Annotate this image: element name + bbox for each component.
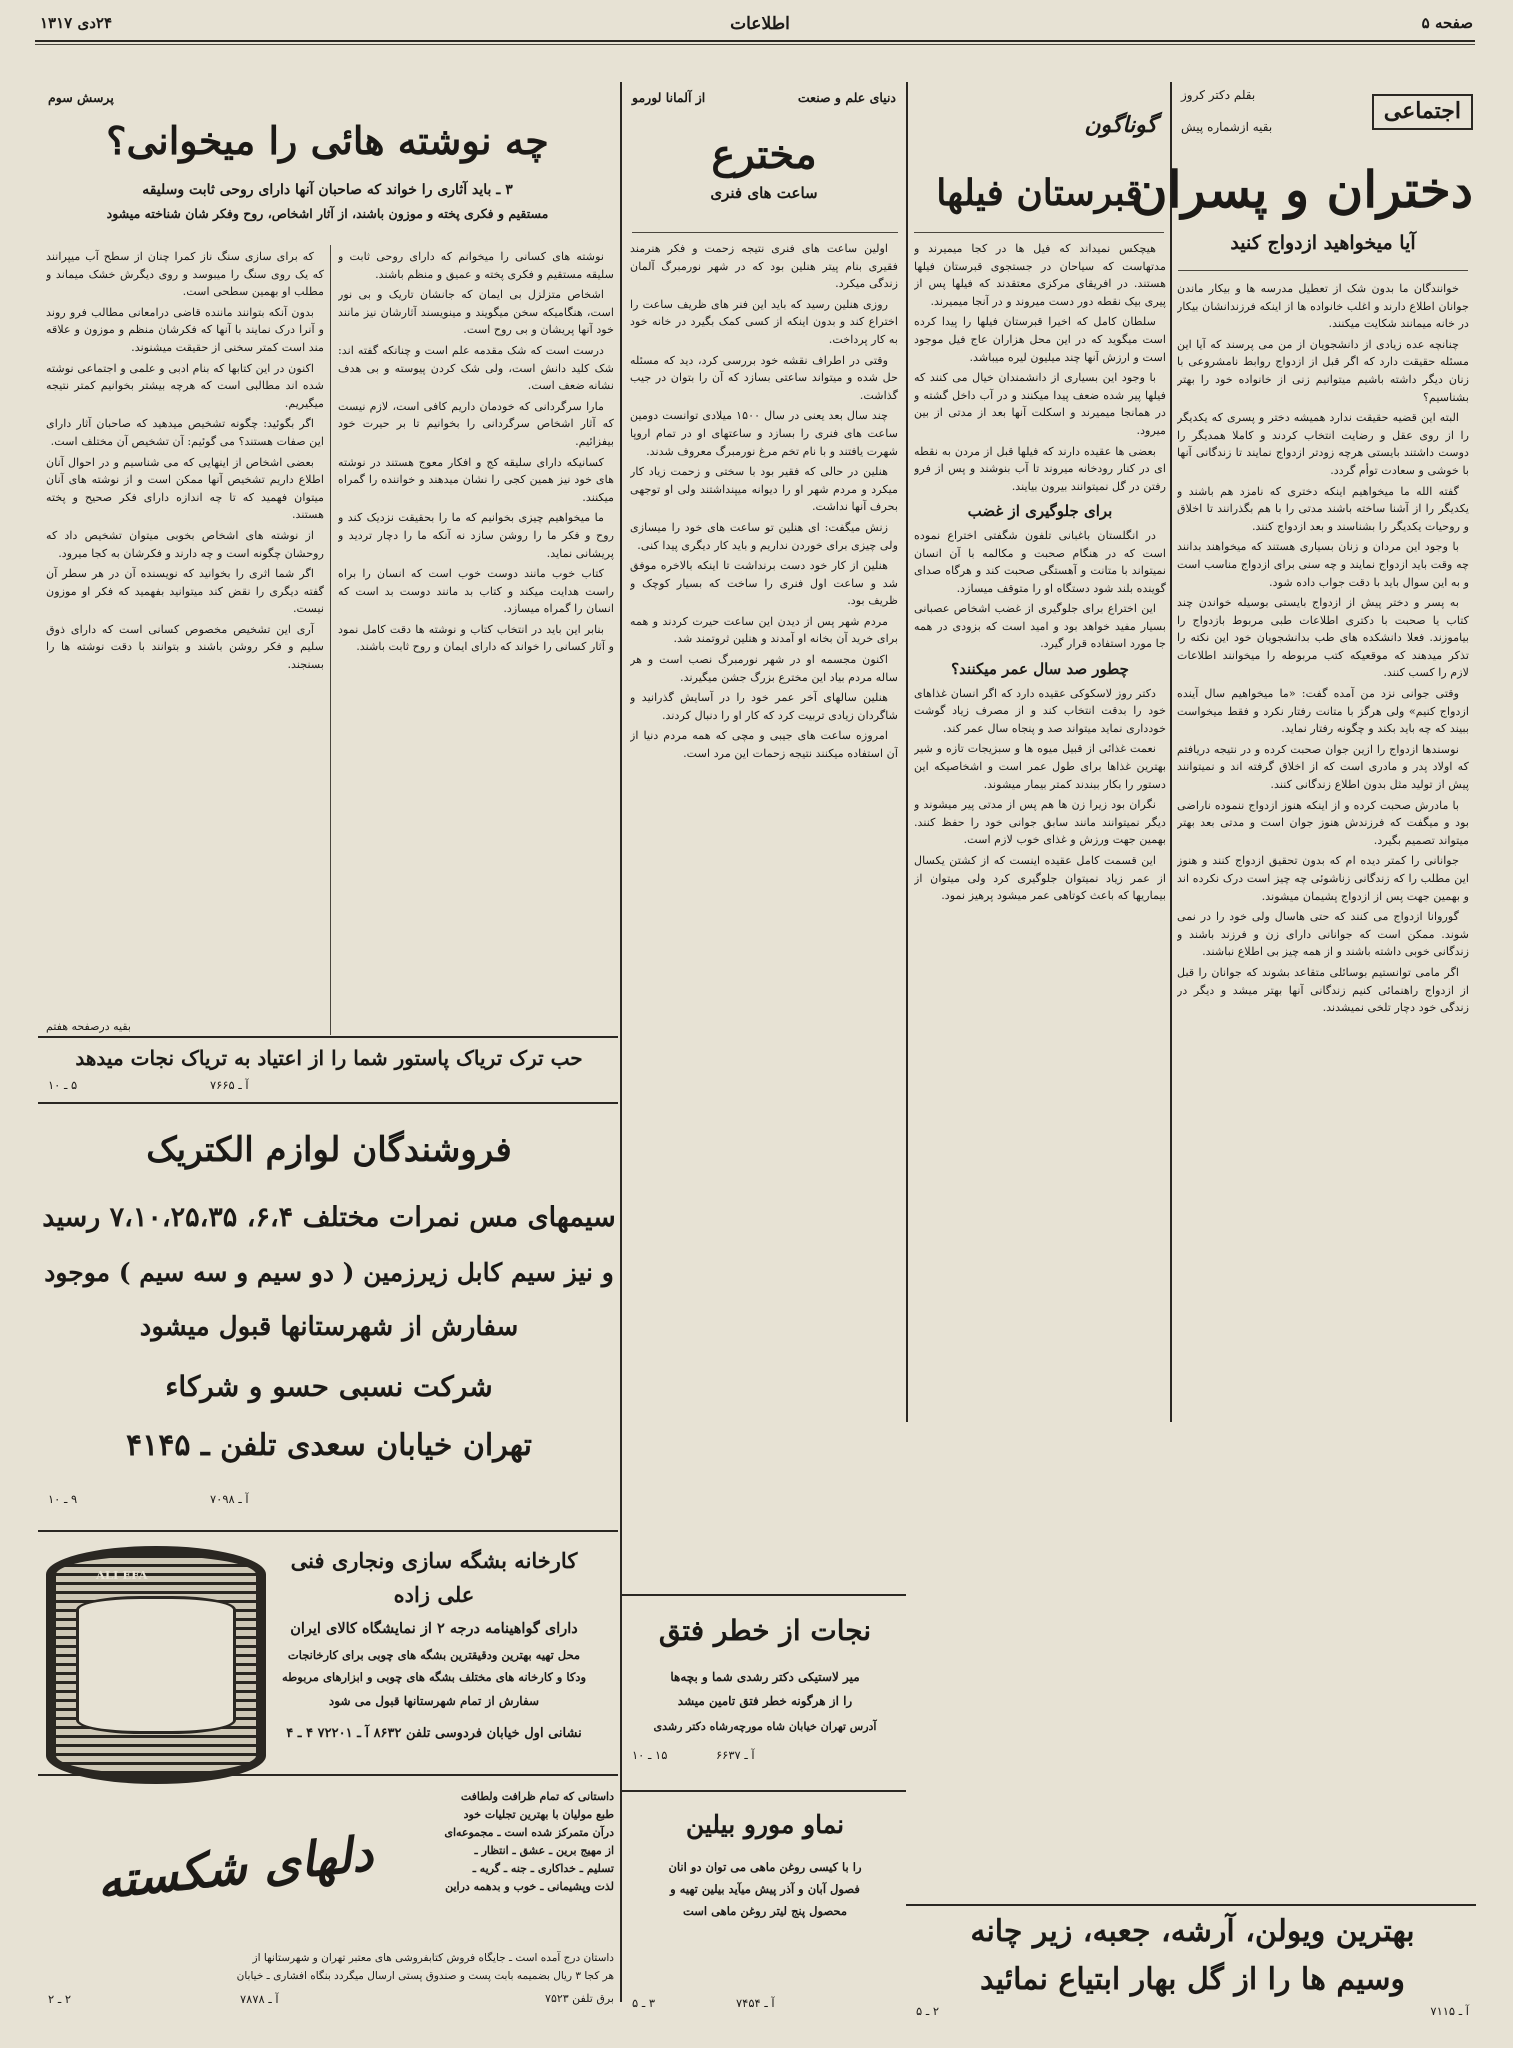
masthead-rule bbox=[35, 40, 1475, 42]
electric-ad-line3: سفارش از شهرستانها قبول میشود bbox=[139, 1312, 519, 1342]
section-tag: اجتماعی bbox=[1372, 94, 1473, 130]
book-ad-footer1: داستان درج آمده است ـ جایگاه فروش کتابفروشی های معتبر تهران و شهرستانها از bbox=[252, 1952, 614, 1964]
tire-hub bbox=[76, 1596, 236, 1734]
book-ad-desc4: از مهیج برین ـ عشق ـ انتظار ـ bbox=[474, 1844, 614, 1857]
divider-col3 bbox=[620, 82, 622, 2002]
article-subtitle: آیا میخواهید ازدواج کنید bbox=[1230, 232, 1416, 254]
pill-ad-code-right: ۵ ـ ۱۰ bbox=[48, 1078, 78, 1092]
book-ad-description bbox=[424, 1788, 614, 1896]
article-title: دختران و پسران bbox=[1130, 160, 1473, 219]
fish-oil-ad-code: آ ـ ۷۴۵۴ bbox=[736, 1996, 775, 2010]
carpentry-ad-address: نشانی اول خیابان فردوسی تلفن ۸۶۳۲ آ ـ ۷۲۲۰۱ ۴ ـ ۴ bbox=[286, 1726, 582, 1741]
col4-b-p4: مارا سرگردانی که خودمان داریم کافی است، لازم نیست که آثار اشخاص سرگردانی را بخوانیم تا بر حیرت خود بیفزائیم. bbox=[338, 399, 614, 448]
tire-image bbox=[46, 1546, 266, 1784]
hernia-ad-code-right: ۱۵ ـ ۱۰ bbox=[632, 1748, 668, 1762]
hernia-ad-line1: میر لاستیکی دکتر رشدی شما و بچه‌ها bbox=[670, 1670, 860, 1684]
col4-subcol-left bbox=[46, 248, 324, 1018]
divider-col4-inner bbox=[330, 245, 331, 1035]
paper-name: اطلاعات bbox=[730, 14, 790, 34]
hernia-ad-title: نجات از خطر فتق bbox=[658, 1614, 872, 1647]
col3-rule bbox=[632, 232, 898, 233]
col4-lead2: مستقیم و فکری پخته و موزون باشند، از آثار اشخاص، روح وفکر شان شناخته میشود bbox=[106, 206, 549, 221]
col1-p11: گوروانا ازدواج می کنند که حتی هاسال ولی خود را در نمی شوند. ممکن است که جوانانی دارای زن و فرزند باشند و زندگانی خوبی داشته باشند و از همه چیز بی اطلاع نباشند. bbox=[1177, 910, 1469, 959]
col1-p4: گفته الله ما میخواهیم اینکه دختری که نامزد هم باشند و یکدیگر را از آشنا ساخته باشند مدتی را با هم بگذرانند تا اخلاق و روحیات یکدیگر را بشناسند و بعد ازدواج کنند. bbox=[1177, 484, 1469, 533]
col2-subhead1: برای جلوگیری از غضب bbox=[967, 502, 1113, 521]
col1-body bbox=[1177, 280, 1469, 1900]
col3-p3: وقتی در اطراف نقشه خود بررسی کرد، دید که مسئله حل شده و میتواند ساعتی بسازد که آن را بتوان در جیب گذاشت. bbox=[630, 353, 898, 402]
col2-title: قبرستان فیلها bbox=[936, 172, 1143, 214]
book-ad-code: آ ـ ۷۸۷۸ bbox=[240, 1992, 279, 2006]
col1-p5: با وجود این مردان و زنان بسیاری هستند که میخواهند بدانند چه وقت باید ازدواج نمایند و چه سنی برای ازدواج مناسب است و به این سوال باید با دقت جواب داده شود. bbox=[1177, 540, 1469, 589]
col1-p6: به پسر و دختر پیش از ازدواج بایستی بوسیله خواندن چند کتاب یا صحبت با دکتری اطلاعات طبی مربوط بازدواج را بیاموزند. فعلا دانشکده های طب بدانشجویان خود این نکته را تذکر میدهند که موقعیکه کتب مربوطه را میخوانند اطلاعات لازم را کسب کنند. bbox=[1177, 596, 1469, 680]
col4-b-p3: درست است که شک مقدمه علم است و چنانکه گفته اند: شک کلید دانش است، ولی شک کردن پیوسته و بی هدف نشانه ضعف است. bbox=[338, 343, 614, 393]
violin-ad-code: آ ـ ۷۱۱۵ bbox=[1430, 2004, 1469, 2018]
col4-a-p4: اگر بگوئید: چگونه تشخیص میدهید که صاحبان آثار دارای این صفات هستند؟ می گوئیم: آن تشخیص آن مختلف است. bbox=[46, 417, 324, 448]
neo-ad-rule-top bbox=[622, 1790, 906, 1792]
col2-p3: با وجود این بسیاری از دانشمندان خیال می کنند که فیلها پیر شده ضعف پیدا میکنند و در آب داخل گشته و در همانجا میمیرند و اسکلت آنها بعد از مدتی از بین میرود. bbox=[914, 371, 1166, 437]
col1-p10: جوانانی را کمتر دیده ام که بدون تحقیق ازدواج کنند و هنوز این مطلب را که زندگانی زناشوئی چه چیز است درک نکرده اند و بهمین جهت پس از ازدواج پشیمان میشوند. bbox=[1177, 854, 1469, 903]
col4-a-p7: اگر شما اثری را بخوانید که نویسنده آن در هر سطر آن گفته دیگری را نقض کند میتوانید بفهمید که فکر او موزون نیست. bbox=[46, 567, 324, 616]
book-ad-desc1: داستانی که تمام ظرافت ولطافت bbox=[460, 1790, 614, 1803]
electric-ad-address: تهران خیابان سعدی تلفن ـ ۴۱۴۵ bbox=[126, 1428, 532, 1463]
byline-continued: بقیه ازشماره پیش bbox=[1181, 120, 1273, 134]
col2-p8: نعمت غذائی از قبیل میوه ها و سبزیجات تازه و شیر بهترین غذاها برای طول عمر است و اشخاصیکه این دستور را بکار ببندند کمتر بیمار میشوند. bbox=[914, 742, 1166, 791]
col4-continued: بقیه درصفحه هفتم bbox=[46, 1020, 131, 1033]
col2-p9: نگران بود زیرا زن ها هم پس از مدتی پیر میشوند و دیگر نمیتوانند مانند سابق جوانی خود را حفظ کنند. بهمین جهت ورزش و غذای خوب لازم است. bbox=[914, 798, 1166, 847]
col3-tag-science: دنیای علم و صنعت bbox=[797, 90, 896, 105]
col2-p4: بعضی ها عقیده دارند که فیلها قبل از مردن به نقطه ای در کنار رودخانه میروند تا آب بنوشند و پس از فرو رفتن در گل نمیتوانند بیرون بیایند. bbox=[914, 444, 1166, 493]
col3-p1: اولین ساعت های فنری نتیجه زحمت و فکر هنرمند فقیری بنام پیتر هنلین بود که در شهر نورمبرگ آلمان زندگی میکرد. bbox=[630, 242, 898, 291]
col1-p3: البته این قضیه حقیقت ندارد همیشه دختر و پسری که یکدیگر را از روی عقل و رضایت انتخاب کردند و کاملا همدیگر را دوست داشتند بایستی هرچه زودتر ازدواج نمایند تا زندگانی آنها با خوشی و سعادت توأم گردد. bbox=[1177, 411, 1469, 477]
fur-ad-rule-top bbox=[622, 1594, 906, 1596]
electric-ad-rule bbox=[38, 1530, 618, 1532]
col4-b-p6: ما میخواهیم چیزی بخوانیم که ما را بحقیقت نزدیک کند و روح و فکر ما را روشن سازد نه آنکه ما را دچار تردید و پریشانی نماید. bbox=[338, 511, 614, 560]
col2-p7: دکتر روز لاسکوکی عقیده دارد که اگر انسان غذاهای خود را بدقت انتخاب کند و از مصرف زیاد گوشت خودداری نماید میتواند صد و پنجاه سال عمر کند. bbox=[914, 686, 1166, 735]
col3-p8: مردم شهر پس از دیدن این ساعت حیرت کردند و همه برای خرید آن بخانه او آمدند و هنلین ثروتمند شد. bbox=[630, 614, 898, 646]
col4-a-p2: بدون آنکه بتوانند ماننده قاضی درامعانی مطالب فرو روند و آنرا درک نمایند با آنها که فکرشان منظم و موزون و علاقه مند است کمتر سخنی از حقیقت میشنوند. bbox=[46, 305, 324, 354]
col4-b-p7: کتاب خوب مانند دوست خوب است که انسان را براه راست هدایت میکند و کتاب بد مانند دوست بد است که انسان را گمراه میسازد. bbox=[338, 567, 614, 616]
col4-b-p2: اشخاص متزلزل بی ایمان که جانشان تاریک و بی نور است، هنگامیکه سخن میگویند و مینویسند آثارشان نیز مانند خود آنها پریشان و بی روح است. bbox=[338, 288, 614, 337]
col4-lead1: ۳ ـ باید آثاری را خواند که صاحبان آنها دارای روحی ثابت وسلیقه bbox=[142, 182, 513, 198]
book-ad-desc2: طبع مولیان با بهترین تجلیات خود bbox=[463, 1808, 614, 1821]
pill-ad-rule-top bbox=[38, 1036, 618, 1038]
electric-ad bbox=[40, 1108, 618, 1528]
pill-ad-text: حب ترک تریاک پاستور شما را از اعتیاد به تریاک نجات میدهد bbox=[75, 1046, 583, 1070]
col4-b-p8: بنابر این باید در انتخاب کتاب و نوشته ها دقت کامل نمود و آثار کسانی را خواند که دارای ایمان و روح ثابت باشند. bbox=[338, 622, 614, 654]
divider-col1 bbox=[1170, 82, 1172, 1422]
col2-p2: سلطان کامل که اخیرا قبرستان فیلها را پیدا کرده است میگوید که در این محل هزاران عاج فیل موجود است و ارزش آنها چند میلیون لیره میباشد. bbox=[914, 315, 1166, 364]
col1-p8: نوسندها ازدواج را ازین جوان صحبت کرده و در نتیجه دریافتم که اولاد پدر و مادری است که از اخلاق گرفته اند و نمیتوانند پیش از تولید مثل بدون اطلاع زندگانی کنند. bbox=[1177, 742, 1469, 792]
book-ad-footer2: هر کجا ۳ ریال بضمیمه بابت پست و صندوق پستی ارسال میگردد بنگاه افشاری ـ خیابان bbox=[236, 1970, 614, 1982]
col2-kicker: گوناگون bbox=[1084, 112, 1157, 138]
col1-p9: با مادرش صحبت کرده و از اینکه هنوز ازدواج ننموده ناراضی بود و میگفت که فرزندش هنوز جوان است و مدتی بعد بهتر میتواند تصمیم بگیرد. bbox=[1177, 798, 1469, 847]
electric-ad-company: شرکت نسبی حسو و شرکاء bbox=[165, 1370, 493, 1403]
col3-subtitle: ساعت های فنری bbox=[710, 184, 818, 202]
masthead-rule-thin bbox=[35, 44, 1475, 45]
violin-ad-line1: بهترین ویولن، آرشه، جعبه، زیر چانه bbox=[970, 1914, 1415, 1949]
hernia-ad bbox=[626, 1600, 904, 1798]
electric-ad-line1: سیمهای مس نمرات مختلف ۶،۴، ۷،۱۰،۲۵،۳۵ رسید bbox=[42, 1202, 616, 1233]
col3-body bbox=[630, 240, 898, 1580]
carpentry-ad-title: کارخانه بشگه سازی ونجاری فنی bbox=[290, 1548, 578, 1573]
book-ad-desc3: درآن متمرکز شده است ـ مجموعه‌ای bbox=[444, 1826, 614, 1839]
col4-a-p8: آری این تشخیص مخصوص کسانی است که دارای ذوق سلیم و فکر روشن باشند و بتوانند با دقت نوشته ها را بسنجند. bbox=[46, 622, 324, 672]
violin-ad-code-right: ۲ ـ ۵ bbox=[916, 2004, 940, 2018]
electric-ad-line2: و نیز سیم کابل زیرزمین ( دو سیم و سه سیم ) موجود bbox=[44, 1258, 614, 1287]
col3-header bbox=[626, 82, 902, 232]
col4-b-p1: نوشته های کسانی را میخوانم که دارای روحی ثابت و سلیقه مستقیم و فکری پخته و عمیق و منظم باشند. bbox=[338, 250, 614, 281]
book-ad-desc5: تسلیم ـ خداکاری ـ جنه ـ گریه ـ bbox=[472, 1862, 614, 1875]
col3-p11: امروزه ساعت های جیبی و مچی که همه مردم دنیا از آن استفاده میکنند نتیجه زحمات این مرد است. bbox=[630, 729, 898, 761]
carpentry-ad-name: علی زاده bbox=[393, 1582, 475, 1607]
col3-p4: چند سال بعد یعنی در سال ۱۵۰۰ میلادی توانست دومین ساعت های فنری را بسازد و ساعتهای او در تمام اروپا شهرت یافتند و با نام تخم مرغ نورمبرگ معروف شدند. bbox=[630, 409, 898, 458]
fish-oil-ad bbox=[626, 1796, 904, 2016]
col2-subhead2: چطور صد سال عمر میکنند؟ bbox=[951, 660, 1129, 679]
col3-p7: هنلین از کار خود دست برنداشت تا اینکه بالاخره موفق شد و ساعت اول فنری را ساخت که بسیار کوچک و ظریف بود. bbox=[630, 559, 898, 608]
col1-p2: چنانچه عده زیادی از دانشجویان از من می پرسند که آیا این مسئله حقیقت دارد که اگر قبل از ازدواج روابط نامشروعی با زنان دیگر داشته باشیم میتوانیم زنی از خانواده خود را بهتر بشناسیم؟ bbox=[1177, 337, 1469, 404]
col2-p1: هیچکس نمیداند که فیل ها در کجا میمیرند و مدتهاست که سیاحان در جستجوی قبرستان فیلها هستند. در افریقای مرکزی معتقدند که فیلها پس از پیری بیک نقطه دور دست میروند و در آنجا میمیرند. bbox=[914, 242, 1166, 308]
book-ad-desc6: لذت وپشیمانی ـ خوب و بدهمه دراین bbox=[445, 1880, 614, 1893]
fish-oil-ad-code-right: ۳ ـ ۵ bbox=[632, 1996, 656, 2010]
fish-oil-ad-line3: محصول پنج لیتر روغن ماهی است bbox=[682, 1904, 848, 1918]
col4-title: چه نوشته هائی را میخوانی؟ bbox=[106, 118, 549, 163]
book-ad-footer3: برق تلفن ۷۵۲۳ bbox=[545, 1992, 614, 2005]
electric-ad-title: فروشندگان لوازم الکتریک bbox=[146, 1130, 512, 1170]
carpentry-ad-line2: محل تهیه بهترین ودقیقترین بشگه های چوبی برای کارخانجات bbox=[287, 1648, 581, 1662]
pill-ad-code: آ ـ ۷۶۶۵ bbox=[210, 1078, 249, 1092]
col3-p5: هنلین در حالی که فقیر بود با سختی و زحمت زیاد کار میکرد و مردم شهر او را دیوانه میپنداشتند ولی او توجهی بحرف آنها نداشت. bbox=[630, 465, 898, 514]
carpentry-ad-rule bbox=[38, 1774, 618, 1776]
carpentry-ad-line4: سفارش از تمام شهرستانها قبول می شود bbox=[328, 1694, 540, 1708]
fish-oil-ad-line1: را با کیسی روغن ماهی می توان دو انان bbox=[668, 1860, 862, 1874]
col3-tag-source: از آلمانا لورمو bbox=[632, 90, 706, 105]
violin-ad bbox=[910, 1908, 1475, 2020]
byline-author: بقلم دکتر کروز bbox=[1181, 88, 1256, 102]
col3-p6: زنش میگفت: ای هنلین تو ساعت های خود را میسازی ولی چیزی برای خوردن نداریم و باید کار دیگری پیدا کنی. bbox=[630, 520, 898, 552]
col3-p10: هنلین سالهای آخر عمر خود را در آسایش گذرانید و شاگردان زیادی تربیت کرد که کار او را دنبال کردند. bbox=[630, 691, 898, 722]
fish-oil-ad-line2: فصول آبان و آذر پیش میآید بیلین تهیه و bbox=[670, 1882, 860, 1896]
hernia-ad-address: آدرس تهران خیابان شاه مورچه‌رشاه دکتر رشدی bbox=[653, 1720, 877, 1733]
tire-brand: ALI EFA bbox=[96, 1568, 148, 1582]
col4-a-p3: اکنون در این کتابها که بنام ادبی و علمی و اجتماعی نوشته شده اند مطالبی است که هرچه بیشتر بخوانیم کمتر نتیجه میگیریم. bbox=[46, 361, 324, 410]
col4-b-p5: کسانیکه دارای سلیقه کج و افکار معوج هستند در نوشته های خود نیز همین کجی را نشان میدهند و خواننده را گمراه میکنند. bbox=[338, 455, 614, 504]
col1-p1: خوانندگان ما بدون شک از تعطیل مدرسه ها و بیکار ماندن جوانان اطلاع دارند و اغلب خانواده ها از اینکه فرزندانشان بیکار در خانه میمانند شکایت میکنند. bbox=[1177, 282, 1469, 331]
col4-a-p6: از نوشته های اشخاص بخوبی میتوان تشخیص داد که روحشان چگونه است و چه دارند و فکرشان به کجا میرود. bbox=[46, 528, 324, 560]
hernia-ad-line2: را از هرگونه خطر فتق تامین میشد bbox=[677, 1694, 853, 1708]
col4-series-tag: پرسش سوم bbox=[48, 90, 114, 105]
electric-ad-code-right: ۹ ـ ۱۰ bbox=[48, 1492, 78, 1506]
col1-rule bbox=[1178, 270, 1468, 271]
violin-ad-rule-top bbox=[906, 1904, 1476, 1906]
col3-title: مخترع bbox=[711, 131, 817, 178]
book-ad-code-right: ۲ ـ ۲ bbox=[48, 1992, 72, 2006]
col4-a-p1: که برای سازی سنگ ناز کمرا چنان از سطح آب میپرانند که یک روی سنگ را میبوسد و روی دیگرش خشک میماند و مطلب او بهمین سطحی است. bbox=[46, 250, 324, 299]
col1-p12: اگر مامی توانستیم بوسائلی متقاعد بشوند که جوانان را قبل از ازدواج راهنمائی کنیم زندگانی آنها بهتر میشد و دیگر در زندگی خود دچار تلخی نمیشدند. bbox=[1177, 965, 1469, 1015]
col2-p6: این اختراع برای جلوگیری از غضب اشخاص عصبانی بسیار مفید خواهد بود و امید است که بزودی در همه جا مورد استفاده قرار گیرد. bbox=[914, 602, 1166, 651]
col4-subcol-right bbox=[338, 248, 614, 1034]
col2-p5: در انگلستان باغبانی تلفون شگفتی اختراع نموده است که در هنگام صحبت و مکالمه با آن انسان نمیتواند با متانت و آهستگی صحبت کند و هرگاه صدای گوینده بلند شود دستگاه او را متوقف میسازد. bbox=[914, 528, 1166, 595]
carpentry-ad-line3: ودکا و کارخانه های مختلف بشگه های چوبی و ابزارهای مربوطه bbox=[281, 1670, 587, 1684]
col3-p2: روزی هنلین رسید که باید این فنر های ظریف ساعت را اختراع کند و بدون اینکه از کسی کمک بگیرد در خانه خود به کار پرداخت. bbox=[630, 297, 898, 346]
hernia-ad-code: آ ـ ۶۶۳۷ bbox=[716, 1748, 755, 1762]
divider-col2 bbox=[906, 82, 908, 1422]
carpentry-ad bbox=[40, 1536, 618, 1772]
page-number: صفحه ۵ bbox=[1421, 14, 1473, 32]
col4-a-p5: بعضی اشخاص از اینهایی که می شناسیم و در احوال آنان اطلاع داریم تشخیص آنها ممکن است و از نوشته های آنان میتوان فهمید که تا چه اندازه دارای فکر صحیح و پخته هستند. bbox=[46, 455, 324, 522]
col2-p10: این قسمت کامل عقیده اینست که از کشتن یکسال از عمر زیاد نمیتوان جلوگیری کرد ولی میتوان از بیماریها که باعث کوتاهی عمر میشود پرهیز نمود. bbox=[914, 854, 1166, 903]
col1-p7: وقتی جوانی نزد من آمده گفت: «ما میخواهیم سال آینده ازدواج کنیم» ولی هرگز با متانت رفتار نکرد و فقط میخواست ببیند که چه باید بکند و چگونه رفتار نماید. bbox=[1177, 687, 1469, 736]
violin-ad-line2: وسیم ها را از گل بهار ابتیاع نمائید bbox=[980, 1962, 1405, 1997]
electric-ad-code: آ ـ ۷۰۹۸ bbox=[210, 1492, 249, 1506]
issue-date: ۲۴دی ۱۳۱۷ bbox=[40, 14, 113, 32]
fish-oil-ad-title: نماو مورو بیلین bbox=[685, 1810, 845, 1839]
col3-p9: اکنون مجسمه او در شهر نورمبرگ نصب است و هر ساله مردم بیاد این مخترع بزرگ جشن میگیرند. bbox=[630, 653, 898, 684]
col2-rule bbox=[914, 232, 1164, 233]
book-ad-logo: دلهای شکسته bbox=[94, 1825, 376, 1911]
book-ad bbox=[40, 1780, 618, 2020]
pill-ad bbox=[40, 1040, 618, 1100]
pill-ad-rule-bottom bbox=[38, 1102, 618, 1104]
col4-header bbox=[40, 82, 615, 242]
carpentry-ad-line1: دارای گواهینامه درجه ۲ از نمایشگاه کالای ایران bbox=[290, 1620, 578, 1637]
col2-body bbox=[914, 240, 1166, 1900]
